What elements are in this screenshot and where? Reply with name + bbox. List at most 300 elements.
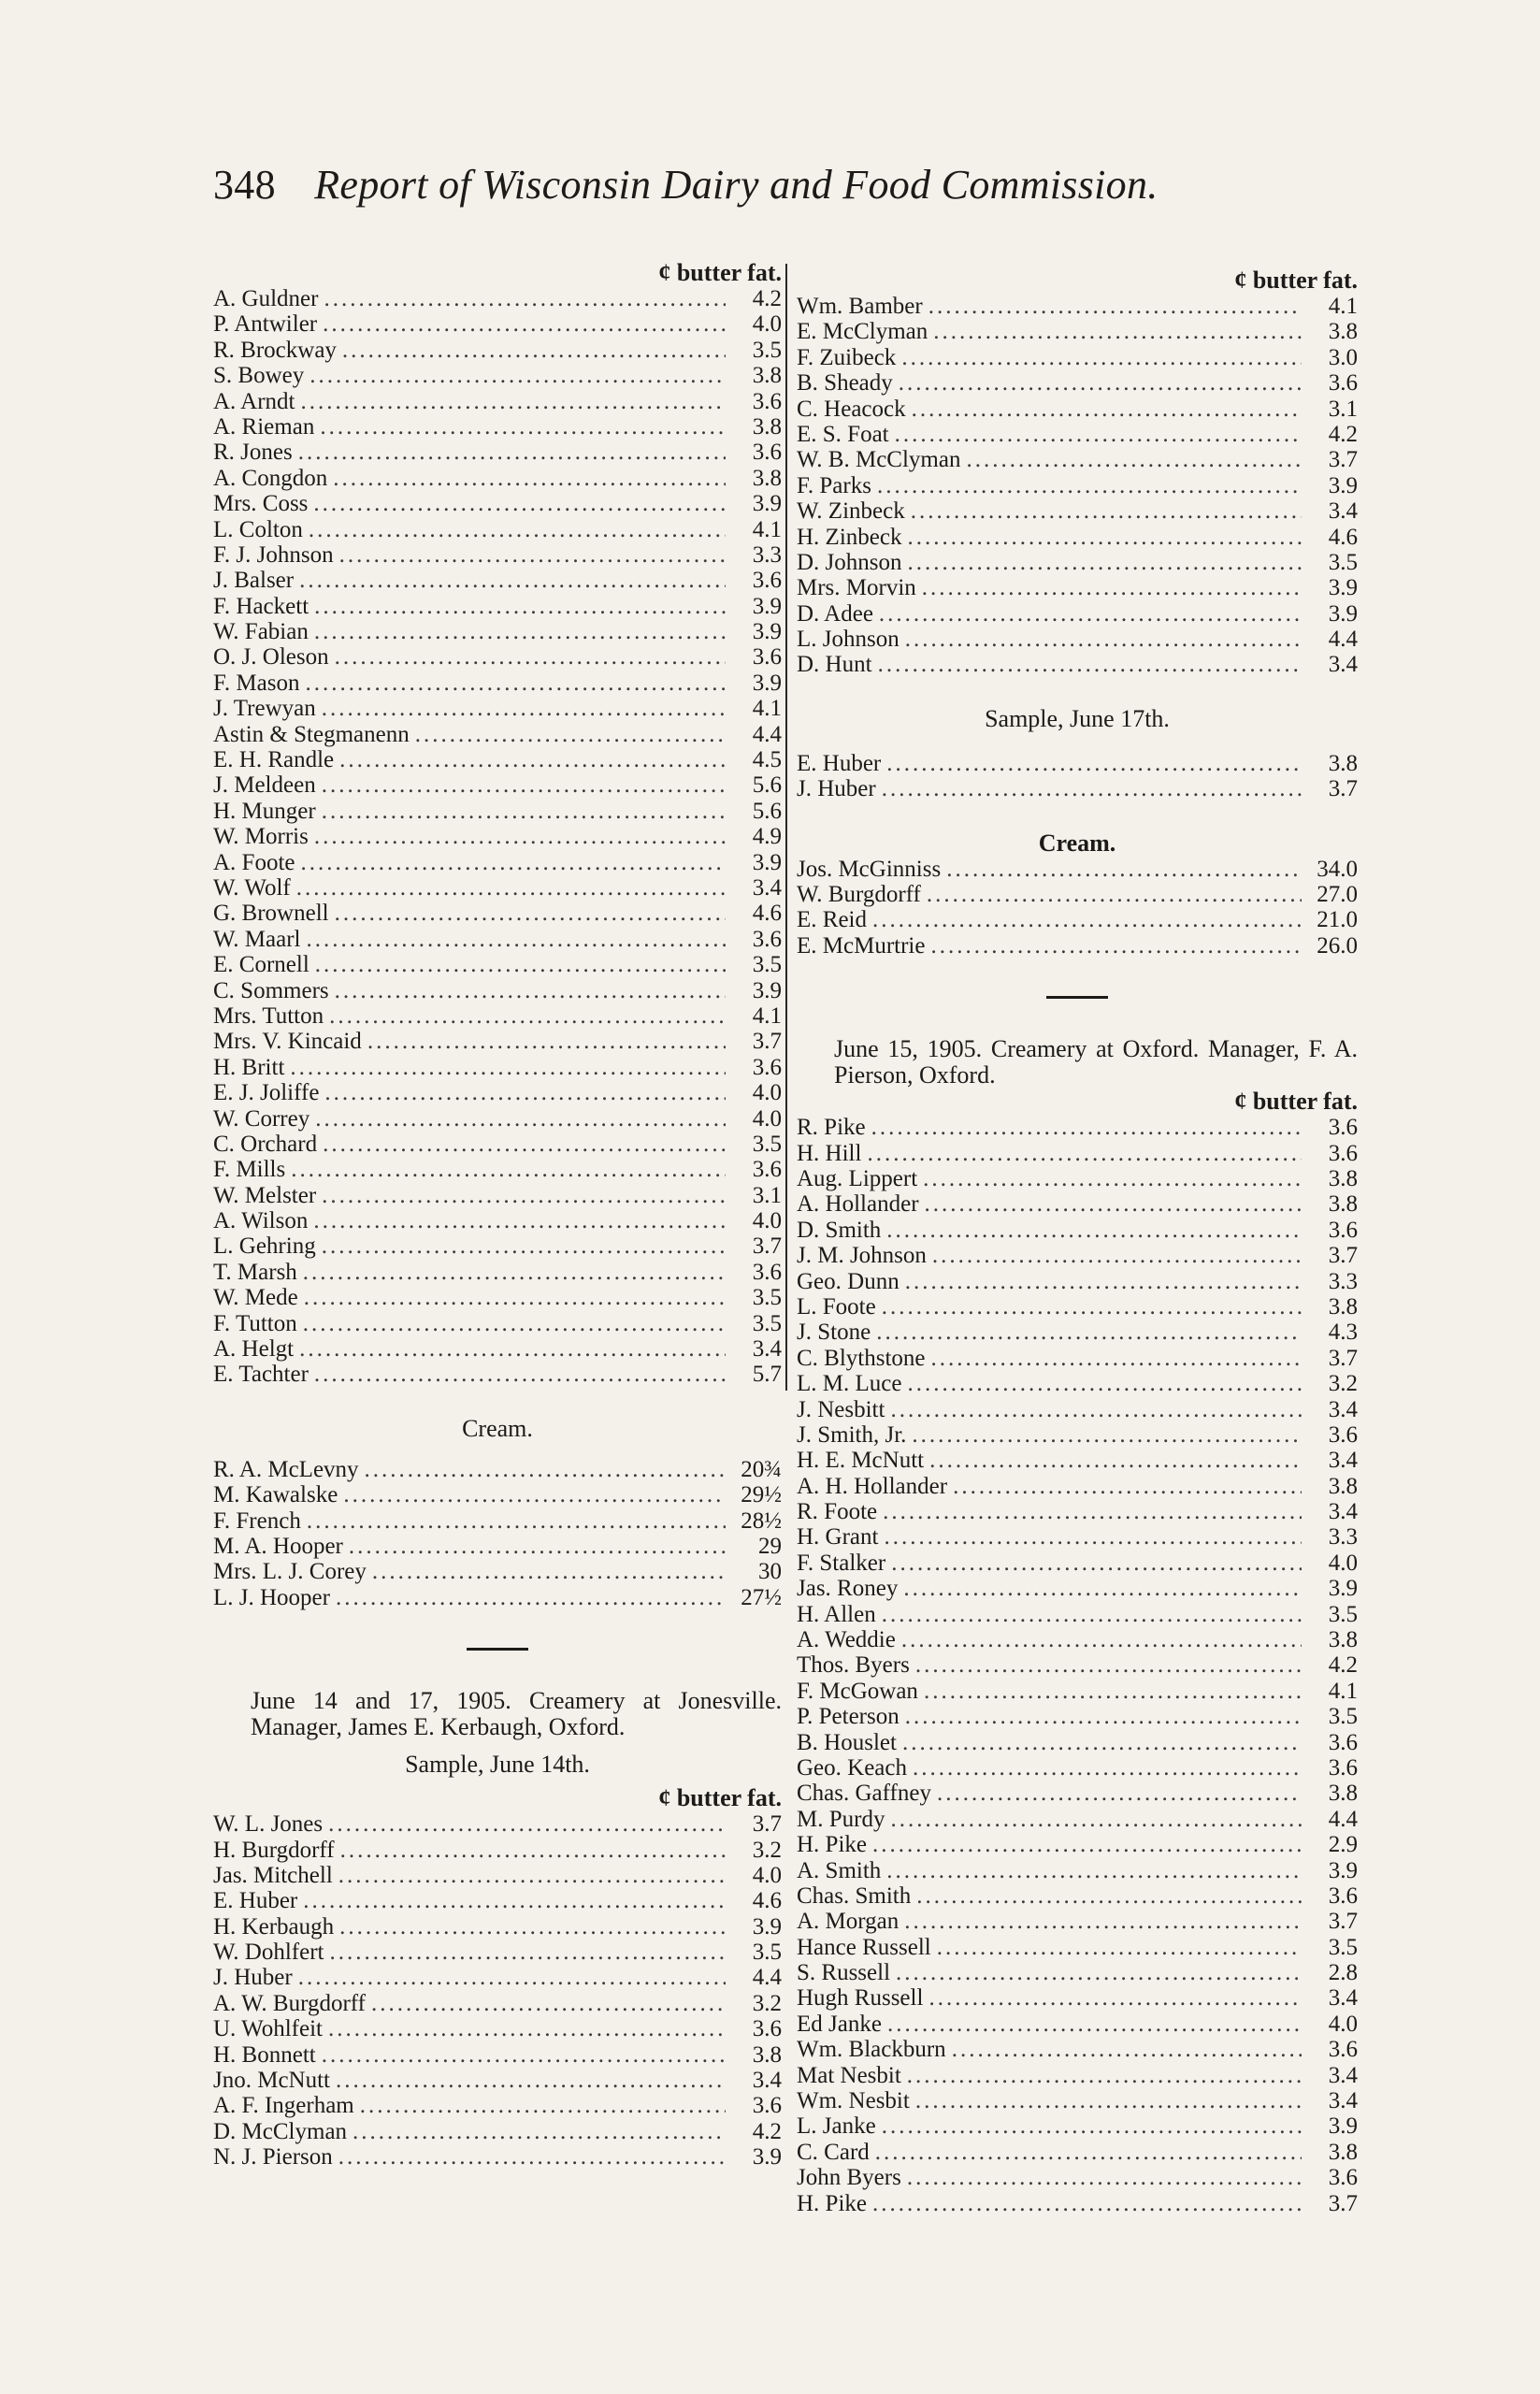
entry-value: 4.4 <box>752 721 782 747</box>
entry-value: 3.0 <box>1328 344 1358 370</box>
dot-leader <box>329 1003 726 1029</box>
entry-value: 21.0 <box>1317 907 1358 933</box>
entry-name: A. W. Burgdorff <box>213 1990 366 2016</box>
entry-value: 3.9 <box>752 2144 782 2170</box>
entry-name: A. Morgan <box>797 1909 900 1935</box>
entry-name: W. L. Jones <box>213 1811 324 1838</box>
dot-leader <box>899 370 1302 396</box>
page-title: Report of Wisconsin Dairy and Food Commission. <box>314 162 1159 208</box>
entry-value: 3.3 <box>752 541 782 568</box>
entry-value: 4.5 <box>752 747 782 773</box>
entry-name: Chas. Smith <box>797 1882 912 1909</box>
list-item <box>213 927 782 952</box>
entry-name: C. Card <box>797 2139 870 2165</box>
entry-value: 4.1 <box>752 696 782 722</box>
entry-value: 3.7 <box>1328 1243 1358 1269</box>
list-item <box>797 498 1358 524</box>
entry-value: 3.8 <box>752 2041 782 2068</box>
dot-leader <box>872 907 1302 932</box>
dot-leader <box>916 1883 1302 1909</box>
entry-value: 26.0 <box>1317 932 1358 959</box>
list-item <box>213 1029 782 1054</box>
dot-leader <box>915 1652 1302 1678</box>
entry-value: 3.9 <box>1328 2113 1358 2140</box>
dot-leader <box>290 1055 726 1080</box>
entry-name: Jno. McNutt <box>213 2068 330 2094</box>
section-heading <box>797 1036 1358 1089</box>
dot-leader <box>882 1602 1302 1627</box>
dot-leader <box>360 2093 726 2118</box>
entry-name: A. Congdon <box>213 465 328 491</box>
entry-value: 4.3 <box>1328 1320 1358 1346</box>
dot-leader <box>933 319 1302 344</box>
list-item <box>213 1991 782 2016</box>
entry-value: 3.6 <box>752 2093 782 2119</box>
dot-leader <box>324 1080 726 1105</box>
list-item <box>797 652 1358 677</box>
dot-leader <box>903 1576 1302 1601</box>
entry-name: H. Grant <box>797 1524 879 1550</box>
entry-value: 3.6 <box>1328 2165 1358 2191</box>
list-item <box>797 2165 1358 2190</box>
list-item <box>213 440 782 465</box>
dot-leader <box>415 722 726 747</box>
entry-value: 3.6 <box>752 2016 782 2042</box>
entry-value: 3.6 <box>1328 1217 1358 1243</box>
entry-name: A. Helgt <box>213 1336 295 1363</box>
list-item <box>213 1132 782 1157</box>
dot-leader <box>871 1115 1302 1140</box>
dot-leader <box>335 978 726 1003</box>
entry-value: 3.4 <box>1328 1396 1358 1422</box>
list-item <box>797 1550 1358 1576</box>
dot-leader <box>322 696 726 721</box>
entry-name: Wm. Blackburn <box>797 2037 946 2063</box>
dot-leader <box>901 1627 1302 1652</box>
list-item <box>213 542 782 568</box>
list-item <box>797 1679 1358 1704</box>
entry-value: 4.0 <box>1328 2011 1358 2037</box>
entry-name: Mrs. Morvin <box>797 575 916 601</box>
entry-value: 3.9 <box>1328 1576 1358 1602</box>
entry-name: J. Smith, Jr. <box>797 1421 907 1448</box>
list-item <box>797 1704 1358 1729</box>
list-item <box>797 345 1358 370</box>
list-item <box>213 1888 782 1913</box>
section-rule <box>467 1648 528 1651</box>
list-item <box>797 1499 1358 1524</box>
dot-leader <box>307 927 727 952</box>
cream-list <box>213 1457 782 1610</box>
entry-name: A. Rieman <box>213 413 315 440</box>
entry-name: M. Kawalske <box>213 1482 338 1508</box>
entry-value: 3.3 <box>1328 1524 1358 1550</box>
list-item <box>213 747 782 772</box>
entry-value: 3.8 <box>752 413 782 440</box>
entry-value: 3.6 <box>752 644 782 671</box>
list-item <box>213 466 782 491</box>
dot-leader <box>946 857 1302 882</box>
entry-value: 4.1 <box>752 1002 782 1029</box>
list-item <box>213 850 782 875</box>
dot-leader <box>912 397 1302 422</box>
section-heading <box>213 1688 782 1740</box>
list-item <box>797 1858 1358 1883</box>
entry-name: A. Wilson <box>213 1208 309 1234</box>
list-item <box>213 2016 782 2041</box>
entry-name: E. H. Randle <box>213 747 335 773</box>
dot-leader <box>314 619 726 644</box>
entry-name: F. Mills <box>213 1157 286 1183</box>
list-item <box>797 1909 1358 1934</box>
dot-leader <box>922 575 1302 600</box>
entry-name: Chas. Gaffney <box>797 1781 931 1807</box>
list-item <box>213 1157 782 1182</box>
list-item <box>797 1755 1358 1781</box>
dot-leader <box>333 466 726 491</box>
entry-value: 3.6 <box>752 1157 782 1183</box>
entry-value: 3.8 <box>1328 1781 1358 1807</box>
list-item <box>797 1422 1358 1448</box>
dot-leader <box>303 1260 726 1285</box>
section-rule <box>1046 996 1108 999</box>
dot-leader <box>877 473 1302 498</box>
dot-leader <box>924 1679 1302 1704</box>
entry-value: 3.9 <box>752 1913 782 1940</box>
entry-name: D. Johnson <box>797 549 902 575</box>
entry-name: R. Pike <box>797 1115 866 1141</box>
entry-name: H. E. McNutt <box>797 1448 925 1474</box>
list-item <box>213 1838 782 1863</box>
entry-name: P. Antwiler <box>213 311 318 338</box>
entry-name: H. Allen <box>797 1601 876 1627</box>
entry-value: 4.0 <box>752 311 782 338</box>
entry-name: H. Kerbaugh <box>213 1913 335 1940</box>
right-column <box>797 267 1358 2216</box>
dot-leader <box>915 2088 1302 2113</box>
dot-leader <box>925 1191 1302 1217</box>
page-header <box>213 161 1159 209</box>
entry-name: F. McGowan <box>797 1678 918 1704</box>
entry-value: 3.9 <box>1328 1857 1358 1883</box>
dot-leader <box>365 1457 726 1482</box>
dot-leader <box>372 1559 726 1584</box>
entry-name: W. Maarl <box>213 926 301 952</box>
butterfat-header: ¢ butter fat. <box>1234 267 1358 294</box>
entry-value: 3.9 <box>752 670 782 696</box>
dot-leader <box>320 414 726 440</box>
dot-leader <box>339 747 726 772</box>
dot-leader <box>883 1499 1302 1524</box>
entry-name: Geo. Keach <box>797 1754 907 1781</box>
entry-name: W. Melster <box>213 1182 317 1208</box>
list-item <box>213 978 782 1003</box>
entry-name: A. H. Hollander <box>797 1473 948 1499</box>
entry-value: 3.4 <box>1328 1499 1358 1525</box>
entry-value: 3.6 <box>752 926 782 952</box>
entry-value: 3.6 <box>1328 1729 1358 1755</box>
list-item <box>797 2191 1358 2216</box>
entry-name: C. Blythstone <box>797 1345 926 1371</box>
entry-name: Mrs. L. J. Corey <box>213 1559 367 1585</box>
entry-name: W. Morris <box>213 824 309 850</box>
entry-value: 4.6 <box>1328 524 1358 550</box>
entry-name: D. Hunt <box>797 652 872 678</box>
entry-name: W. Zinbeck <box>797 498 905 525</box>
entry-value: 28½ <box>741 1507 782 1534</box>
dot-leader <box>296 875 726 901</box>
entry-name: Jos. McGinniss <box>797 856 942 882</box>
entry-value: 3.4 <box>752 1336 782 1363</box>
sample-list <box>797 294 1358 678</box>
dot-leader <box>338 1863 726 1888</box>
list-item <box>213 619 782 644</box>
entry-name: W. Burgdorff <box>797 882 921 908</box>
entry-name: W. Correy <box>213 1105 310 1132</box>
entry-name: Astin & Stegmanenn <box>213 721 410 747</box>
list-item <box>797 1115 1358 1140</box>
dot-leader <box>298 440 726 465</box>
entry-value: 4.9 <box>752 824 782 850</box>
dot-leader <box>336 1585 726 1610</box>
dot-leader <box>322 2042 726 2068</box>
entry-value: 3.7 <box>1328 1345 1358 1371</box>
dot-leader <box>905 1269 1302 1294</box>
entry-name: H. Britt <box>213 1054 285 1080</box>
list-item <box>797 2063 1358 2088</box>
dot-leader <box>886 1858 1302 1883</box>
entry-name: F. J. Johnson <box>213 541 334 568</box>
list-item <box>797 294 1358 319</box>
entry-value: 3.6 <box>752 568 782 594</box>
entry-name: C. Orchard <box>213 1131 318 1157</box>
entry-value: 4.1 <box>1328 294 1358 319</box>
entry-value: 3.8 <box>752 363 782 389</box>
dot-leader <box>322 1233 726 1259</box>
list-item <box>213 594 782 619</box>
entry-value: 3.5 <box>752 337 782 363</box>
list-item <box>213 875 782 901</box>
entry-value: 4.0 <box>752 1862 782 1888</box>
dot-leader <box>902 1730 1302 1755</box>
dot-leader <box>890 1397 1302 1422</box>
dot-leader <box>335 644 726 670</box>
entry-value: 3.5 <box>1328 1601 1358 1627</box>
dot-leader <box>323 1132 726 1157</box>
entry-name: W. Fabian <box>213 619 309 645</box>
entry-name: F. Mason <box>213 670 300 696</box>
entry-value: 3.8 <box>1328 1293 1358 1320</box>
dot-leader <box>886 751 1302 776</box>
list-item <box>213 1260 782 1285</box>
dot-leader <box>314 1362 726 1387</box>
list-item <box>797 447 1358 472</box>
dot-leader <box>882 776 1302 801</box>
entry-name: Mrs. Tutton <box>213 1002 324 1029</box>
list-item <box>797 882 1358 907</box>
entry-value: 3.5 <box>752 1940 782 1966</box>
entry-name: Mat Nesbit <box>797 2062 901 2088</box>
list-item <box>213 644 782 670</box>
list-item <box>797 1627 1358 1652</box>
dot-leader <box>876 1320 1302 1345</box>
dot-leader <box>872 1832 1302 1857</box>
dot-leader <box>299 1336 726 1362</box>
entry-value: 2.9 <box>1328 1832 1358 1858</box>
entry-value: 4.2 <box>752 286 782 311</box>
entry-name: E. McMurtrie <box>797 932 926 959</box>
dot-leader <box>879 601 1302 627</box>
dot-leader <box>937 1781 1302 1806</box>
dot-leader <box>875 2140 1302 2165</box>
entry-value: 3.9 <box>1328 472 1358 498</box>
list-item <box>797 1166 1358 1191</box>
entry-name: F. Tutton <box>213 1310 297 1336</box>
entry-value: 3.2 <box>752 1990 782 2016</box>
list-item <box>213 1362 782 1387</box>
entry-value: 27½ <box>741 1584 782 1610</box>
entry-name: S. Bowey <box>213 363 305 389</box>
entry-name: J. Huber <box>213 1965 293 1991</box>
dot-leader <box>872 2191 1302 2216</box>
entry-value: 5.6 <box>752 772 782 799</box>
list-item <box>213 1482 782 1507</box>
list-item <box>213 772 782 798</box>
entry-value: 3.4 <box>1328 498 1358 525</box>
dot-leader <box>891 1550 1302 1576</box>
cream-title: Cream. <box>1038 829 1116 857</box>
dot-leader <box>301 850 727 875</box>
list-item <box>797 1985 1358 2011</box>
sample-list <box>797 751 1358 802</box>
list-item <box>797 1141 1358 1166</box>
entry-name: F. French <box>213 1507 301 1534</box>
sample-list <box>213 1811 782 2170</box>
list-item <box>797 1807 1358 1832</box>
entry-name: B. Houslet <box>797 1729 897 1755</box>
dot-leader <box>315 952 726 977</box>
dot-leader <box>905 1704 1302 1729</box>
entry-value: 3.4 <box>1328 1448 1358 1474</box>
entry-name: H. Hill <box>797 1140 862 1166</box>
list-item <box>213 338 782 363</box>
dot-leader <box>912 1422 1302 1448</box>
entry-value: 3.2 <box>1328 1371 1358 1397</box>
list-item <box>797 857 1358 882</box>
dot-leader <box>887 2012 1302 2037</box>
entry-name: W. Wolf <box>213 874 291 901</box>
entry-name: J. M. Johnson <box>797 1243 927 1269</box>
sample-date: Sample, June 14th. <box>405 1751 590 1779</box>
list-item <box>797 2088 1358 2113</box>
list-item <box>797 422 1358 447</box>
list-item <box>797 776 1358 801</box>
entry-value: 29 <box>758 1533 782 1559</box>
dot-leader <box>937 1935 1302 1960</box>
entry-value: 3.8 <box>1328 1473 1358 1499</box>
entry-value: 3.5 <box>752 1131 782 1157</box>
entry-name: A. F. Ingerham <box>213 2093 354 2119</box>
entry-name: D. Adee <box>797 600 873 627</box>
list-item <box>213 2119 782 2144</box>
list-item <box>797 1218 1358 1243</box>
list-item <box>213 2093 782 2118</box>
list-item <box>213 671 782 696</box>
entry-name: H. Munger <box>213 798 316 824</box>
list-item <box>797 751 1358 776</box>
entry-value: 3.6 <box>1328 1115 1358 1141</box>
entry-name: B. Sheady <box>797 370 893 397</box>
sample-list <box>797 1115 1358 2216</box>
dot-leader <box>343 1482 726 1507</box>
entry-name: Ed Janke <box>797 2011 882 2037</box>
entry-value: 4.2 <box>752 2118 782 2144</box>
entry-name: F. Hackett <box>213 593 309 619</box>
entry-value: 3.7 <box>752 1811 782 1838</box>
list-item <box>213 491 782 516</box>
entry-value: 3.8 <box>1328 1627 1358 1653</box>
entry-value: 3.6 <box>1328 1421 1358 1448</box>
list-item <box>213 901 782 926</box>
list-item <box>213 1508 782 1534</box>
entry-value: 20¾ <box>741 1456 782 1482</box>
dot-leader <box>907 2165 1302 2190</box>
list-item <box>797 1602 1358 1627</box>
list-item <box>797 525 1358 550</box>
dot-leader <box>335 901 726 926</box>
entry-value: 3.6 <box>1328 2037 1358 2063</box>
entry-name: A. Foote <box>213 849 295 875</box>
list-item <box>797 1191 1358 1217</box>
dot-leader <box>890 1807 1302 1832</box>
dot-leader <box>330 1940 727 1965</box>
entry-name: J. Stone <box>797 1320 871 1346</box>
entry-name: C. Heacock <box>797 396 906 422</box>
list-item <box>797 1320 1358 1345</box>
list-item <box>213 1003 782 1029</box>
dot-leader <box>299 568 726 593</box>
entry-value: 3.6 <box>1328 370 1358 397</box>
dot-leader <box>339 1914 726 1940</box>
dot-leader <box>913 1755 1302 1781</box>
entry-value: 4.0 <box>1328 1550 1358 1576</box>
page-number: 348 <box>213 162 276 208</box>
entry-name: J. Huber <box>797 776 876 802</box>
entry-name: L. Janke <box>797 2113 876 2140</box>
list-item <box>213 1233 782 1259</box>
entry-value: 3.5 <box>752 1310 782 1336</box>
entry-name: A. Guldner <box>213 286 319 311</box>
entry-value: 3.4 <box>1328 652 1358 678</box>
dot-leader <box>923 1166 1302 1191</box>
entry-value: 4.4 <box>1328 627 1358 653</box>
dot-leader <box>314 824 726 849</box>
list-item <box>213 311 782 337</box>
list-item <box>213 1285 782 1310</box>
list-item <box>797 627 1358 652</box>
dot-leader <box>298 1965 726 1990</box>
list-item <box>213 2144 782 2170</box>
entry-name: D. Smith <box>797 1217 882 1243</box>
entry-value: 3.8 <box>752 465 782 491</box>
butterfat-header: ¢ butter fat. <box>658 1784 782 1812</box>
list-item <box>213 1183 782 1208</box>
entry-name: F. Zuibeck <box>797 344 897 370</box>
entry-name: U. Wohlfeit <box>213 2016 323 2042</box>
entry-name: H. Zinbeck <box>797 524 902 550</box>
entry-name: L. M. Luce <box>797 1371 902 1397</box>
dot-leader <box>304 1285 726 1310</box>
